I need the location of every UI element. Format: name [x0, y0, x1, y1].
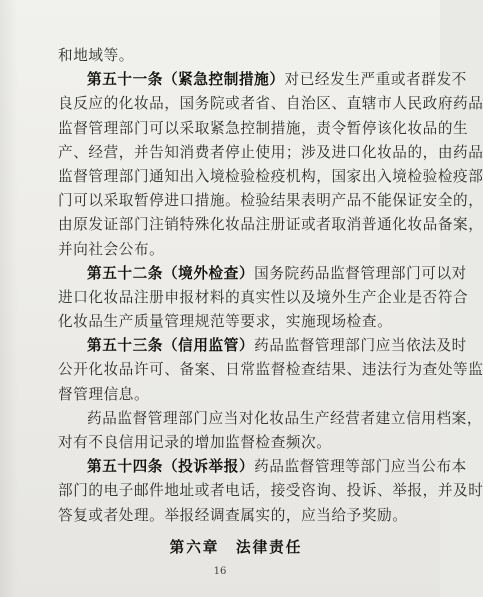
text-line: 监督管理部门可以采取紧急控制措施，责令暂停该化妆品的生	[58, 119, 469, 137]
article-51-heading	[58, 68, 467, 92]
article-title: 第五十一条（紧急控制措施）	[87, 71, 285, 89]
article-title: 第五十四条（投诉举报）	[87, 458, 255, 476]
text-line-indented: 药品监督管理部门应当对化妆品生产经营者建立信用档案，	[87, 409, 483, 427]
article-53-heading	[58, 334, 467, 358]
article-text: 对已经发生严重或者群发不	[284, 71, 467, 89]
text-line: 由原发证部门注销特殊化妆品注册证或者取消普通化妆品备案，	[58, 216, 483, 234]
article-text: 国务院药品监督管理部门可以对	[254, 264, 467, 282]
body-text	[58, 44, 483, 560]
text-line: 部门的电子邮件地址或者电话，接受咨询、投诉、举报，并及时	[58, 482, 483, 500]
text-line: 和地域等。	[58, 47, 134, 64]
text-line: 督管理信息。	[58, 385, 150, 403]
article-text: 药品监督管理等部门应当公布本	[254, 458, 467, 476]
text-line: 进口化妆品注册申报材料的真实性以及境外生产企业是否符合	[58, 288, 469, 306]
page-edge-shadow	[0, 0, 18, 597]
page-number: 16	[213, 566, 227, 577]
article-title: 第五十三条（信用监管）	[87, 337, 255, 355]
text-line: 产、经营，并告知消费者停止使用；涉及进口化妆品的，由药品	[58, 143, 483, 161]
text-line: 良反应的化妆品，国务院或者省、自治区、直辖市人民政府药品	[58, 95, 483, 113]
text-line: 门可以采取暂停进口措施。检验结果表明产品不能保证安全的，	[58, 192, 483, 210]
text-line: 公开化妆品许可、备案、日常监督检查结果、违法行为查处等监	[58, 361, 483, 379]
text-line: 监督管理部门通知出入境检验检疫机构，国家出入境检验检疫部	[58, 167, 483, 185]
text-line: 化妆品生产质量管理规范等要求，实施现场检查。	[58, 313, 393, 331]
article-52-heading	[58, 262, 467, 286]
text-line: 并向社会公布。	[58, 240, 165, 258]
article-54-heading	[58, 455, 467, 479]
article-title: 第五十二条（境外检查）	[87, 264, 255, 282]
text-line: 答复或者处理。举报经调查属实的，应当给予奖励。	[58, 506, 408, 524]
text-line: 对有不良信用记录的增加监督检查频次。	[58, 434, 332, 451]
article-text: 药品监督管理部门应当依法及时	[254, 337, 467, 355]
chapter-title: 第六章 法律责任	[169, 538, 303, 556]
